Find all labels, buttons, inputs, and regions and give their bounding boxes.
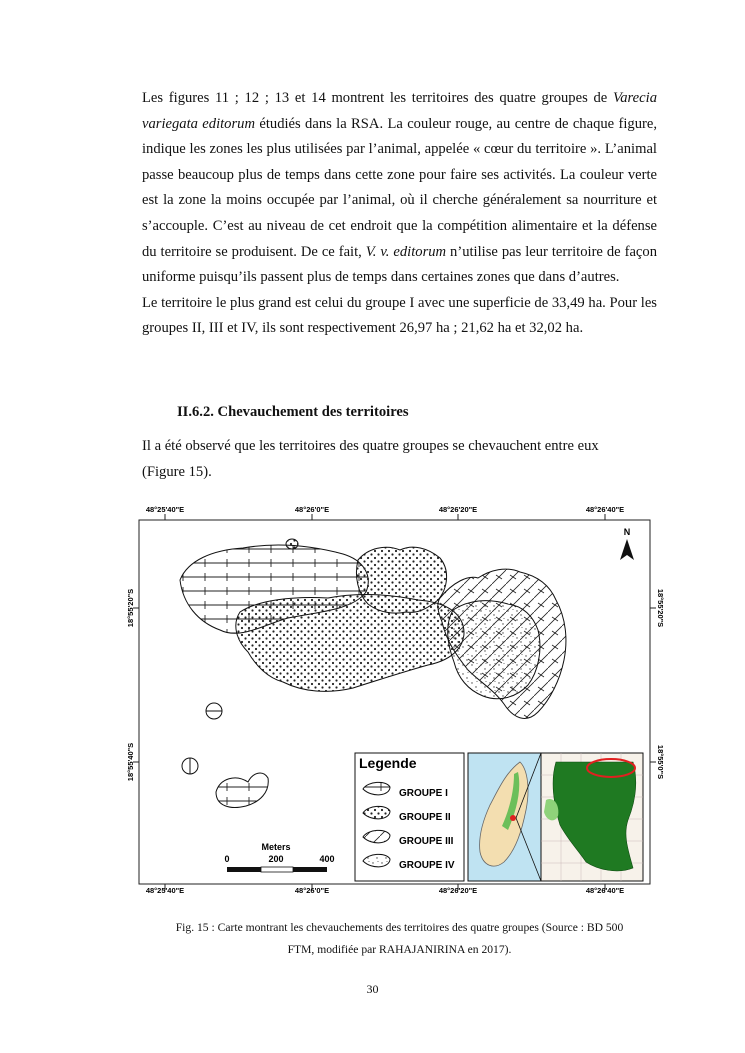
scale-title: Meters (261, 842, 291, 852)
caption-line2: FTM, modifiée par RAHAJANIRINA en 2017). (287, 943, 512, 956)
legend-title: Legende (359, 755, 417, 771)
top-tick-3: 48°26'20"E (438, 505, 478, 514)
scale-bar-white (261, 867, 293, 872)
paragraph-territories (142, 86, 657, 291)
study-site-marker (510, 815, 516, 821)
section-text-line2: (Figure 15). (142, 463, 212, 480)
legend-label-i: GROUPE I (399, 788, 448, 799)
scale-bar-black (227, 867, 261, 872)
top-tick-1: 48°25'40"E (145, 505, 185, 514)
scale-bar-black-2 (293, 867, 327, 872)
bottom-tick-3: 48°26'20"E (438, 886, 478, 895)
territory-overlap-map (128, 500, 663, 895)
page-number: 30 (366, 982, 379, 996)
scale-label-200: 200 (268, 854, 284, 864)
north-label: N (623, 527, 631, 537)
caption-line1: Fig. 15 : Carte montrant les chevauchements des territoires des quatre groupes (Source : BD 500 (175, 921, 624, 934)
section-text-line1: Il a été observé que les territoires des quatre groupes se chevauchent entre eux (142, 438, 599, 454)
paragraph-run-0: Les figures 11 ; 12 ; 13 et 14 montrent les territoires des quatre groupes de (142, 90, 613, 106)
paragraph-run-4: n’utilise pas leur territoire de façon uniforme puisqu’ils passent plus de temps dans certaines zones que dans d’autres. (142, 243, 657, 286)
legend-label-iii: GROUPE III (399, 836, 454, 847)
paragraph-territory-size: Le territoire le plus grand est celui du groupe I avec une superficie de 33,49 ha. Pour les groupes II, III et IV, ils sont respectivement 26,97 ha ; 21,62 ha et 32,02 ha. (142, 294, 657, 337)
section-paragraph (142, 434, 657, 485)
paragraph-run-3: V. v. editorum (365, 243, 447, 260)
legend-label-iv: GROUPE IV (399, 860, 455, 871)
bottom-tick-2: 48°26'0"E (294, 886, 330, 895)
bottom-tick-1: 48°25'40"E (145, 886, 185, 895)
left-tick-1: 18°55'20"S (126, 588, 135, 628)
top-tick-2: 48°26'0"E (294, 505, 330, 514)
right-tick-1: 18°55'20"S (656, 588, 665, 628)
paragraph-run-1: Varecia variegata editorum (142, 90, 657, 132)
bottom-tick-4: 48°26'40"E (585, 886, 625, 895)
scale-label-0: 0 (224, 854, 230, 864)
top-tick-4: 48°26'40"E (585, 505, 625, 514)
section-heading: II.6.2. Chevauchement des territoires (177, 404, 409, 420)
figure-caption (142, 917, 657, 961)
scale-label-400: 400 (319, 854, 335, 864)
paragraph-run-2: étudiés dans la RSA. La couleur rouge, au centre de chaque figure, indique les zones les plus utilisées par l’animal, appelée « cœur du territoire ». L’animal passe beaucoup plus de temps dans cette zone pour faire ses activités. La couleur verte est la zone la moins occupée par l’animal, où il cherche généralement sa nourriture et s’accouple. C’est au niveau de cet endroit que la compétition alimentaire et la défense du territoire se produisent. De ce fait, (142, 115, 657, 260)
territory-group-iii (356, 547, 446, 613)
right-tick-2: 18°55'0"S (656, 744, 665, 780)
legend-label-ii: GROUPE II (399, 812, 451, 823)
territory-small-circle-1 (286, 539, 298, 549)
left-tick-2: 18°55'40"S (126, 742, 135, 782)
intro-paragraph (142, 86, 657, 342)
